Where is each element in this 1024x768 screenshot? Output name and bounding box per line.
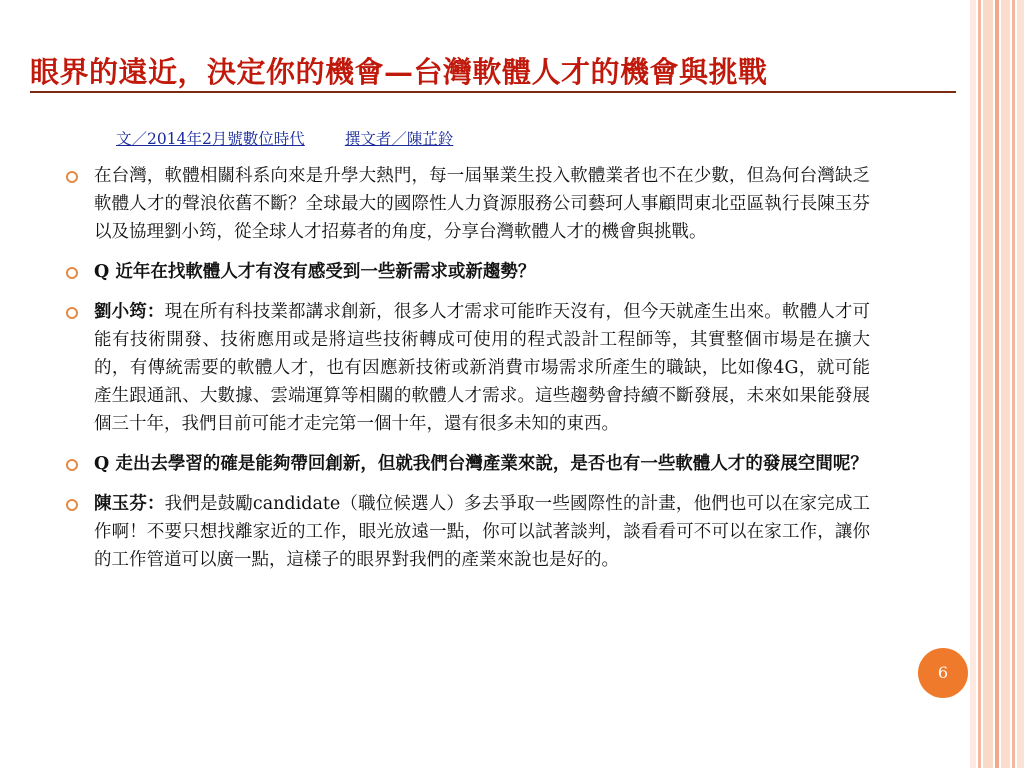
list-item — [62, 258, 870, 286]
page-number-badge: 6 — [918, 648, 968, 698]
bullet-ring-icon — [66, 459, 78, 471]
slide-title: 眼界的遠近，決定你的機會—台灣軟體人才的機會與挑戰 — [30, 55, 768, 89]
item-text: Q 近年在找軟體人才有沒有感受到一些新需求或新趨勢？ — [94, 262, 536, 282]
bullet-ring-icon — [66, 499, 78, 511]
answer-paragraph — [94, 490, 870, 574]
byline-source[interactable]: 文／2014年2月號數位時代 — [116, 130, 305, 148]
bullet-ring-icon — [66, 267, 78, 279]
item-text: Q 走出去學習的確是能夠帶回創新，但就我們台灣產業來說，是否也有一些軟體人才的發展空間呢？ — [94, 454, 868, 474]
intro-paragraph — [94, 162, 870, 246]
item-text: 在台灣，軟體相關科系向來是升學大熱門，每一屆畢業生投入軟體業者也不在少數，但為何台灣缺乏軟體人才的聲浪依舊不斷？全球最大的國際性人力資源服務公司藝珂人事顧問東北亞區執行長陳玉芬以及協理劉小筠，從全球人才招募者的角度，分享台灣軟體人才的機會與挑戰。 — [94, 166, 870, 242]
bullet-ring-icon — [66, 171, 78, 183]
decorative-stripes — [970, 0, 1024, 768]
item-text: 我們是鼓勵candidate（職位候選人）多去爭取一些國際性的計畫，他們也可以在家完成工作啊！不要只想找離家近的工作，眼光放遠一點，你可以試著談判，談看看可不可以在家工作，讓你的工作管道可以廣一點，這樣子的眼界對我們的產業來說也是好的。 — [94, 494, 871, 570]
bullet-list — [62, 162, 870, 586]
byline-author[interactable]: 撰文者／陳芷鈴 — [344, 130, 454, 148]
question-paragraph — [94, 450, 870, 478]
speaker-name: 陳玉芬： — [94, 494, 165, 514]
item-text: 現在所有科技業都講求創新，很多人才需求可能昨天沒有，但今天就產生出來。軟體人才可能有技術開發、技術應用或是將這些技術轉成可使用的程式設計工程師等，其實整個市場是在擴大的，有傳統需要的軟體人才，也有因應新技術或新消費市場需求所產生的職缺，比如像4G，就可能產生跟通訊、大數據、雲端運算等相關的軟體人才需求。這些趨勢會持續不斷發展，未來如果能發展個三十年，我們目前可能才走完第一個十年，還有很多未知的東西。 — [94, 302, 871, 434]
answer-paragraph — [94, 298, 870, 438]
list-item — [62, 450, 870, 478]
bullet-ring-icon — [66, 307, 78, 319]
byline — [116, 127, 453, 149]
list-item — [62, 298, 870, 438]
list-item — [62, 490, 870, 574]
speaker-name: 劉小筠： — [94, 302, 165, 322]
list-item — [62, 162, 870, 246]
title-underline — [30, 91, 956, 93]
question-paragraph — [94, 258, 870, 286]
